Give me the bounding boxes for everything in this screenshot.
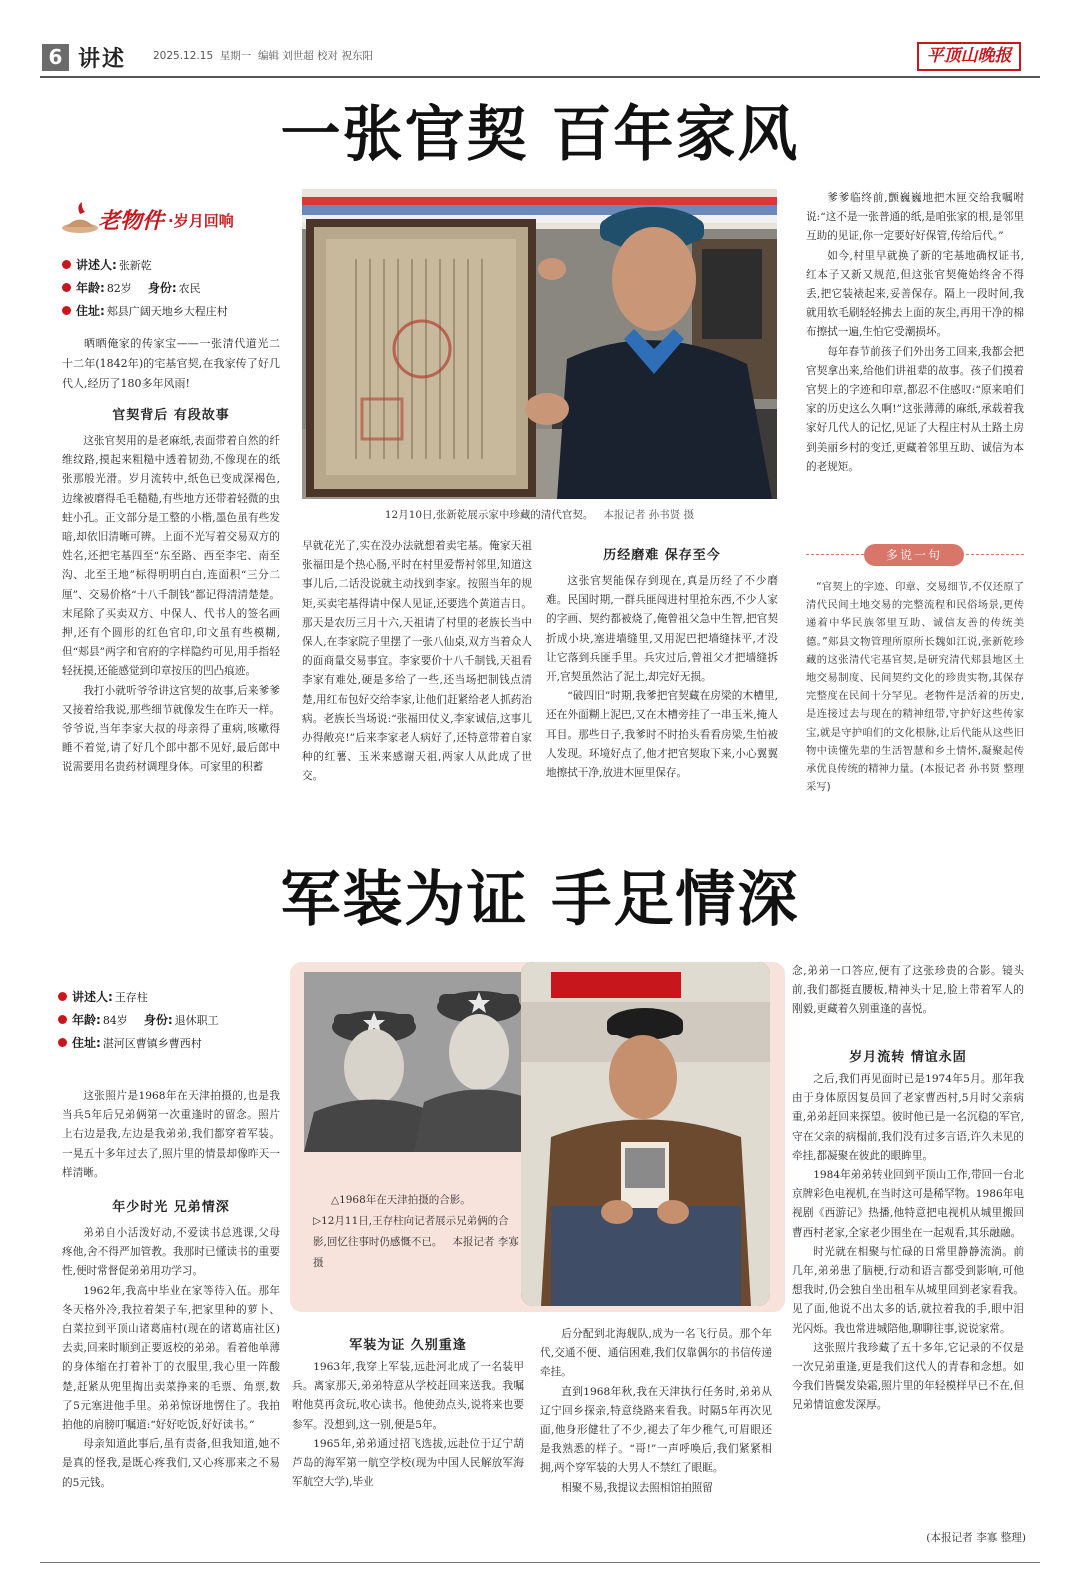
paragraph: 1984年弟弟转业回到平顶山工作,带回一台北京牌彩色电视机,在当时这可是稀罕物。1986年电视剧《西游记》热播,他特意把电视机从城里搬回曹西村老家,全家老少围坐在一起观看,其乐融融。	[792, 1169, 1024, 1239]
article2-col4b	[792, 1070, 1024, 1538]
paragraph: 1963年,我穿上军装,远赴河北成了一名装甲兵。离家那天,弟弟特意从学校赶回来送我。我嘱咐他莫再贪玩,收心读书。他使劲点头,说将来也要参军。没想到,这一别,便是5年。	[292, 1361, 524, 1431]
article1-lead: 晒晒俺家的传家宝——一张清代道光二十二年(1842年)的宅基官契,在我家传了好几代人,经历了180多年风雨!	[62, 337, 280, 390]
masthead	[40, 40, 1040, 74]
photo-credit: 本报记者 孙书贤 摄	[603, 509, 695, 521]
paragraph: 我打小就听爷爷讲这官契的故事,后来爹爹又接着给我说,那些细节就像发生在昨天一样。爷爷说,当年李家大叔的母亲得了重病,咳嗽得睡不着觉,请了好几个郎中都不见好,最后郎中说需要用名贵药材调理身体。可家里的积蓄	[62, 684, 280, 774]
paragraph: 之后,我们再见面时已是1974年5月。那年我由于身体原因复员回了老家曹西村,5月时父亲病重,弟弟赶回来探望。彼时他已是一名沉稳的军官,守在父亲的病榻前,我们没有过多言语,许久未见的牵挂,都凝聚在彼此的眼眸里。	[792, 1073, 1024, 1162]
sidebar-header	[806, 544, 1024, 566]
article2-col1	[62, 1224, 280, 1552]
article2-closing-credit: (本报记者 李寡 整理)	[926, 1532, 1026, 1544]
article2-subhead3: 岁月流转 情谊永固	[849, 1050, 967, 1065]
sidebar-text: “官契上的字迹、印章、交易细节,不仅还原了清代民间土地交易的完整流程和民俗场景,更传递着中华民族邻里互助、诚信友善的传统美德。”郏县文物管理所原所长魏如江说,张新乾珍藏的这张清代宅基官契,是研究清代郏县地区土地交易制度、民间契约文化的珍贵实物,其保存完整度在民间十分罕见。老物件是活着的历史,是连接过去与现在的精神纽带,守护好这些传家宝,就是守护咱们的文化根脉,让后代能从这些旧物中读懂先辈的生活智慧和乡土情怀,凝聚起传承优良传统的精神力量。(本报记者 孙书贤 整理采写)	[806, 581, 1024, 794]
address-row: 住址: 湛河区曹镇乡曹西村	[58, 1031, 288, 1054]
page-number-badge: 6	[42, 44, 69, 71]
article2-subhead1: 年少时光 兄弟情深	[112, 1200, 230, 1215]
article2-photo-old	[304, 972, 552, 1152]
paragraph: 母亲知道此事后,虽有责备,但我知道,她不是真的怪我,是既心疼我们,又心疼那来之不易的5元钱。	[62, 1438, 280, 1489]
article1-col1	[62, 432, 280, 828]
article1-photo-caption	[302, 507, 777, 522]
paragraph: 弟弟自小活泼好动,不爱读书总逃课,父母疼他,舍不得严加管教。我那时已懂读书的重要性,便时常督促弟弟用功学习。	[62, 1227, 280, 1278]
article1-col3	[546, 572, 778, 828]
lamp-icon	[60, 200, 102, 236]
section-title: 讲述	[78, 47, 127, 72]
article2-col4	[792, 962, 1024, 1040]
article1-subhead1: 官契背后 有段故事	[112, 408, 230, 423]
photo-art	[304, 972, 552, 1152]
paragraph: 时光就在相聚与忙碌的日常里静静流淌。前几年,弟弟患了脑梗,行动和语言都受到影响,可他想我时,仍会独自坐出租车从城里回到老家看我。见了面,他说不出太多的话,就拉着我的手,眼中泪光闪烁。我也常进城陪他,聊聊往事,说说家常。	[792, 1245, 1024, 1335]
footer-rule	[40, 1562, 1040, 1563]
bullet-icon	[58, 1038, 67, 1047]
bullet-icon	[62, 283, 71, 292]
bullet-icon	[58, 1015, 67, 1024]
article1-info	[62, 253, 292, 322]
column-brand	[60, 200, 290, 242]
paragraph: “破四旧”时期,我爹把官契藏在房梁的木槽里,还在外面糊上泥巴,又在木槽旁挂了一串玉米,掩人耳目。那些日子,我爹时不时抬头看看房梁,生怕被人发现。环境好点了,他才把官契取下来,小心翼翼地擦拭干净,放进木匣里保存。	[546, 690, 778, 780]
paper-name-logo: 平顶山晚报	[917, 42, 1021, 71]
article2-col2	[292, 1358, 524, 1550]
article2-col3	[540, 1325, 772, 1550]
photo-caption-line2: ▷12月11日,王存柱向记者展示兄弟俩的合影,回忆往事时仍感慨不已。 本报记者 李寡 摄	[313, 1215, 519, 1269]
age-row: 年龄: 84岁 身份: 退休职工	[58, 1008, 288, 1031]
bullet-icon	[62, 260, 71, 269]
paragraph: 1962年,我高中毕业在家等待入伍。那年冬天格外冷,我拉着架子车,把家里种的萝卜、白菜拉到平顶山诸葛庙村(现在的诸葛庙社区)去卖,回来时顺到正要返校的弟弟。看着他单薄的身体缩在打着补丁的衣服里,我心里一阵酸楚,赶紧从兜里掏出卖菜挣来的毛票、角票,数了5元塞进他手里。弟弟惊讶地愣住了。我拍拍他的肩膀叮嘱道:“好好吃饭,好好读书。”	[62, 1284, 280, 1432]
masthead-rule	[40, 76, 1040, 78]
bullet-icon	[62, 306, 71, 315]
photo-caption-text: 12月10日,张新乾展示家中珍藏的清代官契。	[384, 509, 594, 521]
paragraph: 早就花光了,实在没办法就想着卖宅基。俺家天祖张福田是个热心肠,平时在村里爱帮衬邻里,知道这事儿后,二话没说就主动找到李家。按照当年的规矩,买卖宅基得请中保人见证,还要选个黄道吉日。那天是农历三月十六,天祖请了村里的老族长当中保人,在李家院子里摆了一张八仙桌,双方当着众人的面商量交易事宜。李家要价十八千制钱,天祖看李家有难处,硬是多给了一些,还当场把制钱点清楚,用红布包好交给李家,让他们赶紧给老人抓药治病。老族长当场说:“张福田仗义,李家诚信,这事儿办得敞亮!”后来李家老人病好了,还特意带着自家种的红薯、玉米来感谢天祖,两家人从此成了世交。	[302, 540, 532, 783]
article1-headline: 一张官契 百年家风	[280, 100, 800, 170]
paragraph: 1965年,弟弟通过招飞选拔,远赴位于辽宁葫芦岛的海军第一航空学校(现为中国人民解放军海军航空大学),毕业	[292, 1437, 524, 1489]
column-brand-sub: ·岁月回响	[168, 212, 234, 230]
date-line: 2025.12.15 星期一 编辑 刘世超 校对 祝东阳	[153, 50, 373, 62]
paragraph: 这张官契用的是老麻纸,表面带着自然的纤维纹路,摸起来粗糙中透着韧劲,不像现在的纸张那般光滑。岁月流转中,纸色已变成深褐色,边缘被磨得毛毛糙糙,有些地方还带着轻微的虫蛀小孔。正文部分是工整的小楷,墨色虽有些发暗,却依旧清晰可辨。上面不光写着交易双方的姓名,还把宅基四至“东至路、西至李宅、南至沟、北至王地”标得明明白白,连面积“三分二厘”、交易价格“十八千制钱”都记得清清楚楚。末尾除了买卖双方、中保人、代书人的签名画押,还有个圆形的红色官印,印文虽有些模糊,但“郏县”两字和官府的字样隐约可见,用手指轻轻抚摸,还能感觉到印章按压的凹凸痕迹。	[62, 435, 280, 678]
narrator-row: 讲述人: 张新乾	[62, 253, 292, 276]
photo-art	[521, 962, 770, 1306]
article2-info	[58, 985, 288, 1054]
paragraph: 后分配到北海舰队,成为一名飞行员。那个年代,交通不便、通信困难,我们仅靠偶尔的书信传递牵挂。	[540, 1328, 772, 1379]
narrator-row: 讲述人: 王存柱	[58, 985, 288, 1008]
paragraph: 如今,村里早就换了新的宅基地确权证书,红本子又新又规范,但这张官契俺始终舍不得丢,把它装裱起来,妥善保存。隔上一段时间,我就用软毛刷轻轻拂去上面的灰尘,再用干净的棉布擦拭一遍,生怕它受潮损坏。	[806, 249, 1024, 339]
article2-photo-caption: △1968年在天津拍摄的合影。 ▷12月11日,王存柱向记者展示兄弟俩的合影,回忆往事时仍感慨不已。 本报记者 李寡 摄	[313, 1190, 521, 1274]
paragraph: 直到1968年秋,我在天津执行任务时,弟弟从辽宁回乡探亲,特意绕路来看我。时隔5年再次见面,他身形健壮了不少,褪去了年少稚气,可眉眼还是我熟悉的样子。“哥!”一声呼唤后,我们紧紧相拥,两个穿军装的大男人不禁红了眼眶。	[540, 1385, 772, 1475]
paragraph: 这张官契能保存到现在,真是历经了不少磨难。民国时期,一群兵匪闯进村里抢东西,不少人家的字画、契约都被烧了,俺曾祖父急中生智,把官契折成小块,塞进墙缝里,又用泥巴把墙缝抹平,才没让它落到兵匪手里。兵灾过后,曾祖父才把墙缝拆开,官契虽然沾了泥土,却完好无损。	[546, 575, 778, 684]
paragraph: 爹爹临终前,颤巍巍地把木匣交给我嘱咐说:“这不是一张普通的纸,是咱张家的根,是邻里互助的见证,你一定要好好保管,传给后代。”	[806, 192, 1024, 243]
paragraph: 相聚不易,我提议去照相馆拍照留	[561, 1481, 713, 1494]
photo-credit: 本报记者 李寡 摄	[313, 1236, 519, 1269]
paragraph: 每年春节前孩子们外出务工回来,我都会把官契拿出来,给他们讲祖辈的故事。孩子们摸着官契上的字迹和印章,都忍不住感叹:“原来咱们家的历史这么久啊!”这张薄薄的麻纸,承载着我家好几代人的记忆,见证了大程庄村从土路土房到美丽乡村的变迁,更藏着邻里互助、诚信为本的老规矩。	[806, 345, 1024, 473]
bullet-icon	[58, 992, 67, 1001]
narrator-name: 张新乾	[118, 258, 152, 272]
article2-headline: 军装为证 手足情深	[280, 865, 800, 935]
article2-photo-new	[521, 962, 770, 1306]
article1-col4	[806, 189, 1024, 525]
article1-photo	[302, 189, 777, 499]
sidebar-title: 多说一句	[864, 544, 964, 566]
article1-col2	[302, 537, 532, 828]
article1-subhead2: 历经磨难 保存至今	[603, 548, 721, 563]
paragraph: 这张照片我珍藏了五十多年,它记录的不仅是一次兄弟重逢,更是我们这代人的青春和念想。如今我们皆鬓发染霜,照片里的年轻模样早已不在,但兄弟情谊愈发深厚。	[792, 1341, 1024, 1412]
paragraph: 念,弟弟一口答应,便有了这张珍贵的合影。镜头前,我们都挺直腰板,精神头十足,脸上带着军人的刚毅,更藏着久别重逢的喜悦。	[792, 965, 1024, 1016]
address-row: 住址: 郏县广阔天地乡大程庄村	[62, 299, 292, 322]
column-brand-name: 老物件	[98, 208, 165, 234]
age-row: 年龄: 82岁 身份: 农民	[62, 276, 292, 299]
article2-subhead2: 军装为证 久别重逢	[349, 1338, 467, 1353]
article2-lead: 这张照片是1968年在天津拍摄的,也是我当兵5年后兄弟俩第一次重逢时的留念。照片上右边是我,左边是我弟弟,我们都穿着军装。一晃五十多年过去了,照片里的情景却像昨天一样清晰。	[62, 1090, 280, 1179]
photo-art	[302, 189, 777, 499]
